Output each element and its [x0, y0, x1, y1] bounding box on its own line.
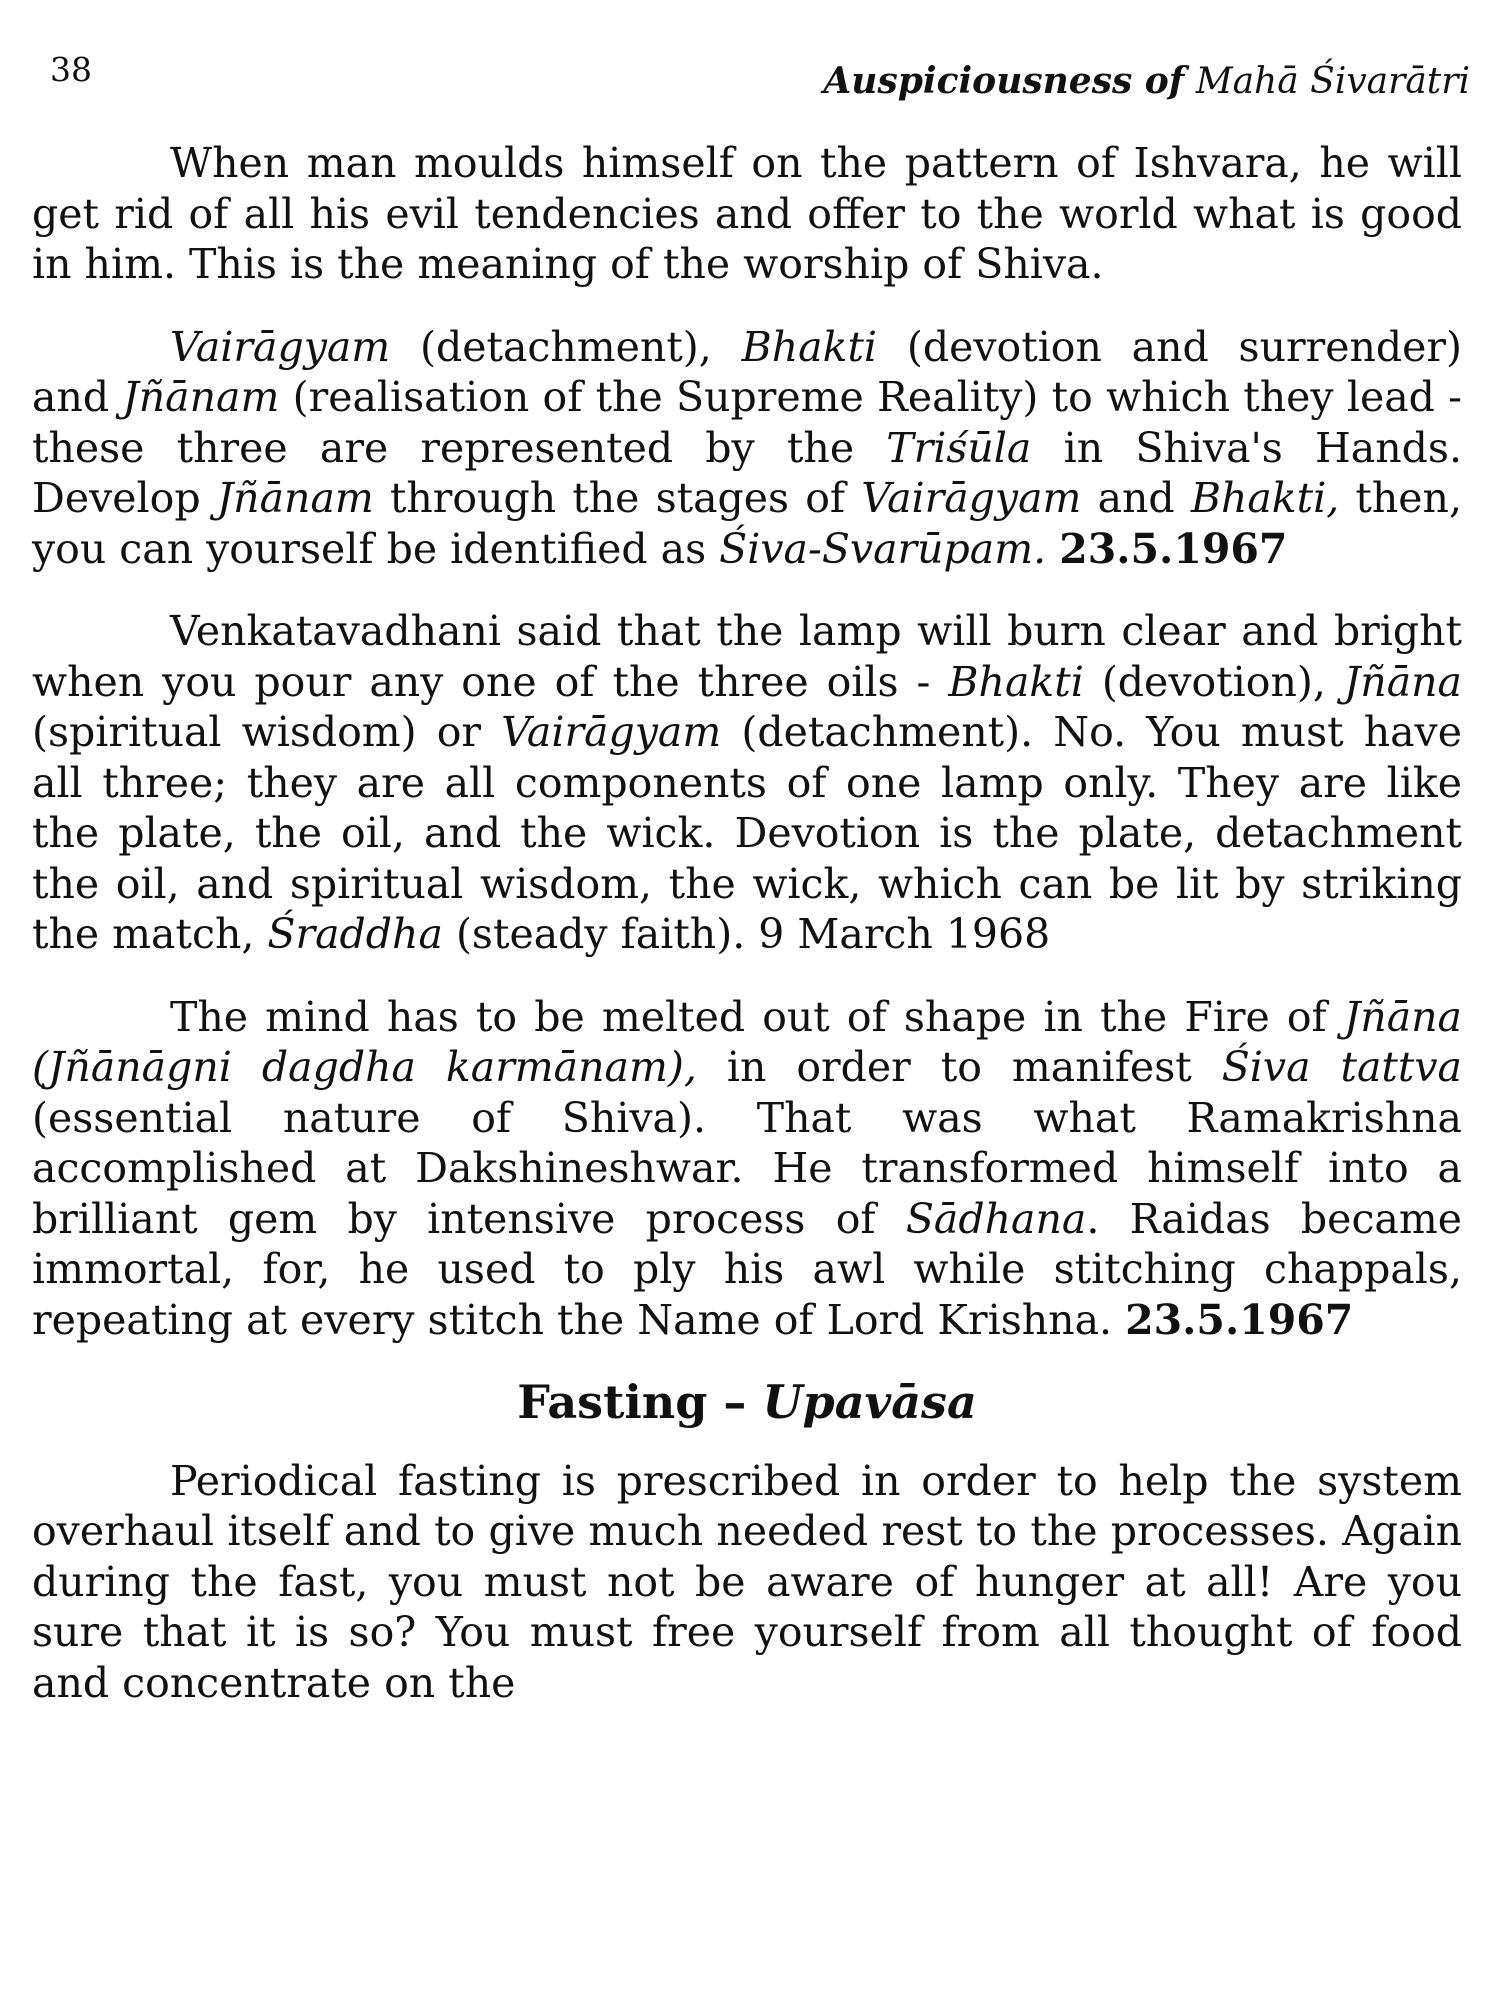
- paragraph-fasting: Periodical fasting is prescribed in order to help the system overhaul itself and to give much needed rest to the processes. Again during the fast, you must not be aware of hunger at all! Are you sure that it is so? You must free yourself from all thought of food and concentrate on the: [32, 1456, 1462, 1707]
- text-span: (essential nature of Shiva). That was what Ramakrishna accomplished at Dakshineshwar. He transformed himself into a brilliant gem by intensive process of: [32, 1093, 1462, 1243]
- page-number: 38: [50, 50, 92, 89]
- running-head: [823, 60, 1470, 102]
- term-jnana: Jñāna: [1343, 657, 1462, 706]
- text-span: in Shiva's Hands. Develop: [32, 423, 1462, 522]
- term-vairagyam: Vairāgyam: [501, 708, 722, 756]
- heading-italic: Upavāsa: [762, 1375, 977, 1429]
- term-bhakti: Bhakti,: [1190, 474, 1340, 522]
- running-head-bold: Auspiciousness of: [823, 60, 1185, 102]
- term-sadhana: Sādhana: [905, 1194, 1087, 1243]
- text-span: Venkatavadhani said that the lamp will burn clear and bright when you pour any one of the three oils -: [32, 607, 1462, 706]
- date-stamp: 23.5.1967: [1059, 524, 1288, 573]
- term-jnanagni: Jñāna (Jñānāgni dagdha karmānam),: [32, 992, 1462, 1091]
- term-trisula: Triśūla: [886, 423, 1032, 472]
- term-bhakti: Bhakti: [948, 657, 1084, 706]
- text-span: then, you can yourself be identified as: [32, 474, 1462, 573]
- term-jnanam: Jñānam: [122, 373, 280, 421]
- term-vairagyam: Vairāgyam: [170, 322, 391, 371]
- term-jnanam: Jñānam: [216, 474, 374, 522]
- section-heading: [32, 1377, 1462, 1428]
- paragraph-ishvara: When man moulds himself on the pattern of Ishvara, he will get rid of all his evil tendencies and offer to the world what is good in him. This is the meaning of the worship of Shiva.: [32, 139, 1462, 288]
- text-span: (devotion and surrender) and: [32, 322, 1462, 421]
- text-span: (detachment). No. You must have all three; they are all components of one lamp only. They are like the plate, the oil, and the wick. Devotion is the plate, detachment the oil, and spiritual wisdom, the wick, which can be lit by striking the match,: [32, 708, 1462, 958]
- text-span: (steady faith). 9 March 1968: [442, 910, 1051, 958]
- text-span: through the stages of: [373, 474, 862, 522]
- text-span: (spiritual wisdom) or: [32, 708, 502, 756]
- term-sraddha: Śraddha: [267, 910, 443, 958]
- running-head-italic: Mahā Śivarātri: [1195, 61, 1470, 102]
- date-stamp: 23.5.1967: [1125, 1295, 1354, 1344]
- text-span: and: [1081, 474, 1191, 522]
- paragraph-fire-of-jnana: [32, 992, 1462, 1346]
- term-siva-tattva: Śiva tattva: [1221, 1043, 1462, 1091]
- term-bhakti: Bhakti: [741, 322, 878, 371]
- page-header: [50, 42, 1470, 112]
- text-span: (detachment),: [390, 322, 742, 371]
- term-siva-svarupam: Śiva-Svarūpam.: [719, 524, 1047, 573]
- body-text: [32, 138, 1462, 1740]
- term-vairagyam: Vairāgyam: [861, 474, 1082, 522]
- paragraph-trishula: [32, 322, 1462, 575]
- paragraph-lamp: [32, 606, 1462, 960]
- text-span: (realisation of the Supreme Reality) to which they lead - these three are represented by the: [32, 373, 1462, 472]
- text-span: in order to manifest: [696, 1043, 1222, 1091]
- text-span: (devotion),: [1083, 657, 1344, 706]
- heading-plain: Fasting –: [517, 1375, 763, 1429]
- text-span: . Raidas became immortal, for, he used to ply his awl while stitching chappals, repeating at every stitch the Name of Lord Krishna.: [32, 1194, 1462, 1344]
- text-span: The mind has to be melted out of shape in the Fire of: [170, 992, 1344, 1041]
